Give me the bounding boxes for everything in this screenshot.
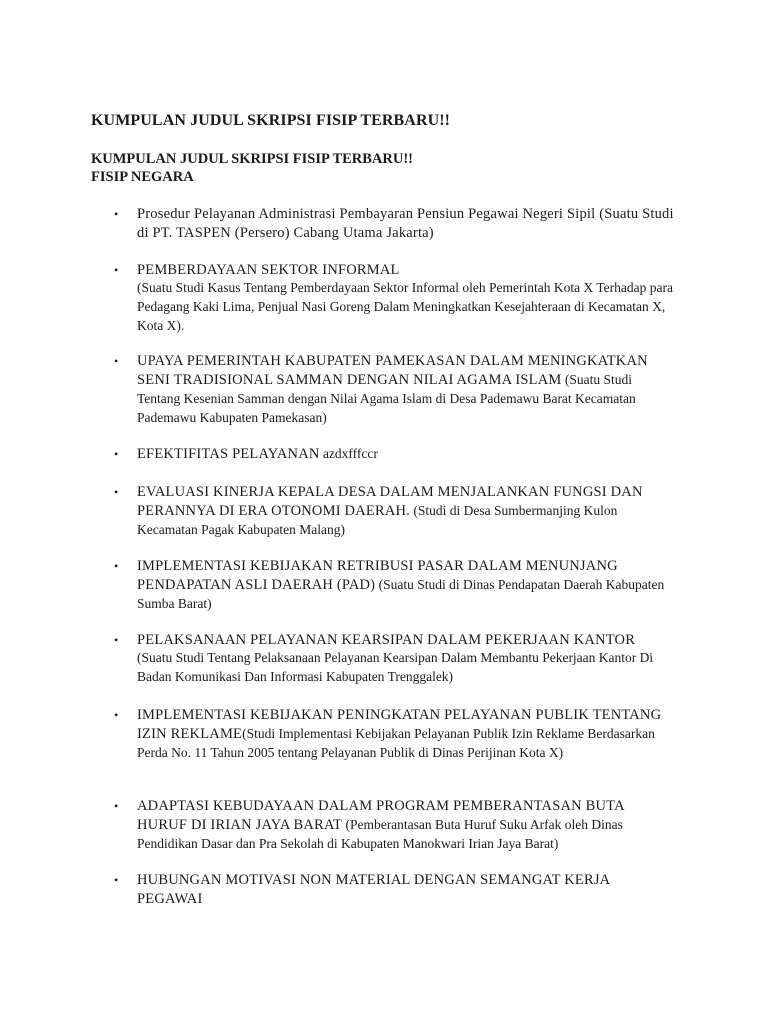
item-text: (Studi Implementasi Kebijakan Pelayanan Publik Izin Reklame Berdasarkan Perda No. 11 Tahun 2005 tentang Pelayanan Publik di Dinas Perijinan Kota X) bbox=[137, 726, 655, 760]
item-text: Prosedur Pelayanan Administrasi Pembayaran Pensiun Pegawai Negeri Sipil (Suatu Studi di PT. TASPEN (Persero) Cabang Utama Jakarta) bbox=[137, 206, 674, 241]
item-heading: ADAPTASI KEBUDAYAAN DALAM PROGRAM PEMBERANTASAN BUTA HURUF DI IRIAN JAYA BARAT bbox=[137, 798, 624, 833]
item-heading: IMPLEMENTASI KEBIJAKAN PENINGKATAN PELAYANAN PUBLIK TENTANG IZIN REKLAME bbox=[137, 707, 662, 742]
bullet-icon: • bbox=[114, 447, 119, 461]
bullet-icon: • bbox=[114, 559, 119, 573]
list-item bbox=[114, 483, 674, 540]
item-text: azdxfffccr bbox=[319, 446, 378, 461]
bullet-icon: • bbox=[114, 799, 119, 813]
item-text: (Suatu Studi Kasus Tentang Pemberdayaan Sektor Informal oleh Pemerintah Kota X Terhadap para Pedagang Kaki Lima, Penjual Nasi Goreng Dalam Meningkatkan Kesejahteraan di Kecamatan X, Kota X). bbox=[137, 280, 673, 333]
bullet-icon: • bbox=[114, 485, 119, 499]
section-heading-line-2: FISIP NEGARA bbox=[91, 169, 194, 185]
list-item bbox=[114, 352, 674, 428]
list-item bbox=[114, 797, 674, 854]
bullet-icon: • bbox=[114, 873, 119, 887]
page-title: KUMPULAN JUDUL SKRIPSI FISIP TERBARU!! bbox=[91, 112, 451, 129]
item-text: (Suatu Studi Tentang Kesenian Samman dengan Nilai Agama Islam di Desa Pademawu Barat Kecamatan Pademawu Kabupaten Pamekasan) bbox=[137, 372, 636, 425]
item-heading: EFEKTIFITAS PELAYANAN bbox=[137, 446, 320, 462]
item-heading: UPAYA PEMERINTAH KABUPATEN PAMEKASAN DALAM MENINGKATKAN SENI TRADISIONAL SAMMAN DENGAN NILAI AGAMA ISLAM bbox=[137, 353, 648, 388]
item-heading: IMPLEMENTASI KEBIJAKAN RETRIBUSI PASAR DALAM MENUNJANG PENDAPATAN ASLI DAERAH (PAD) bbox=[137, 558, 618, 593]
bullet-icon: • bbox=[114, 633, 119, 647]
item-text: (Studi di Desa Sumbermanjing Kulon Kecamatan Pagak Kabupaten Malang) bbox=[137, 503, 618, 537]
list-item bbox=[114, 445, 674, 464]
list-item bbox=[114, 557, 674, 614]
bullet-icon: • bbox=[114, 354, 119, 368]
list-item bbox=[114, 261, 674, 336]
item-heading: PELAKSANAAN PELAYANAN KEARSIPAN DALAM PEKERJAAN KANTOR bbox=[137, 632, 636, 648]
list-item bbox=[114, 871, 674, 909]
section-heading bbox=[91, 150, 413, 186]
item-text: (Suatu Studi di Dinas Pendapatan Daerah Kabupaten Sumba Barat) bbox=[137, 577, 665, 611]
item-text: (Pemberantasan Buta Huruf Suku Arfak oleh Dinas Pendidikan Dasar dan Pra Sekolah di Kabupaten Manokwari Irian Jaya Barat) bbox=[137, 817, 623, 851]
bullet-icon: • bbox=[114, 708, 119, 722]
item-heading: EVALUASI KINERJA KEPALA DESA DALAM MENJALANKAN FUNGSI DAN PERANNYA DI ERA OTONOMI DAERAH. bbox=[137, 484, 643, 519]
bullet-icon: • bbox=[114, 263, 119, 277]
section-heading-line-1: KUMPULAN JUDUL SKRIPSI FISIP TERBARU!! bbox=[91, 151, 413, 167]
list-item bbox=[114, 205, 674, 243]
item-heading: PEMBERDAYAAN SEKTOR INFORMAL bbox=[137, 262, 400, 278]
list-item bbox=[114, 706, 674, 763]
bullet-icon: • bbox=[114, 207, 119, 221]
item-heading: HUBUNGAN MOTIVASI NON MATERIAL DENGAN SEMANGAT KERJA PEGAWAI bbox=[137, 872, 610, 907]
item-text: (Suatu Studi Tentang Pelaksanaan Pelayanan Kearsipan Dalam Membantu Pekerjaan Kantor Di Badan Komunikasi Dan Informasi Kabupaten Trenggalek) bbox=[137, 650, 654, 684]
list-item bbox=[114, 631, 674, 687]
